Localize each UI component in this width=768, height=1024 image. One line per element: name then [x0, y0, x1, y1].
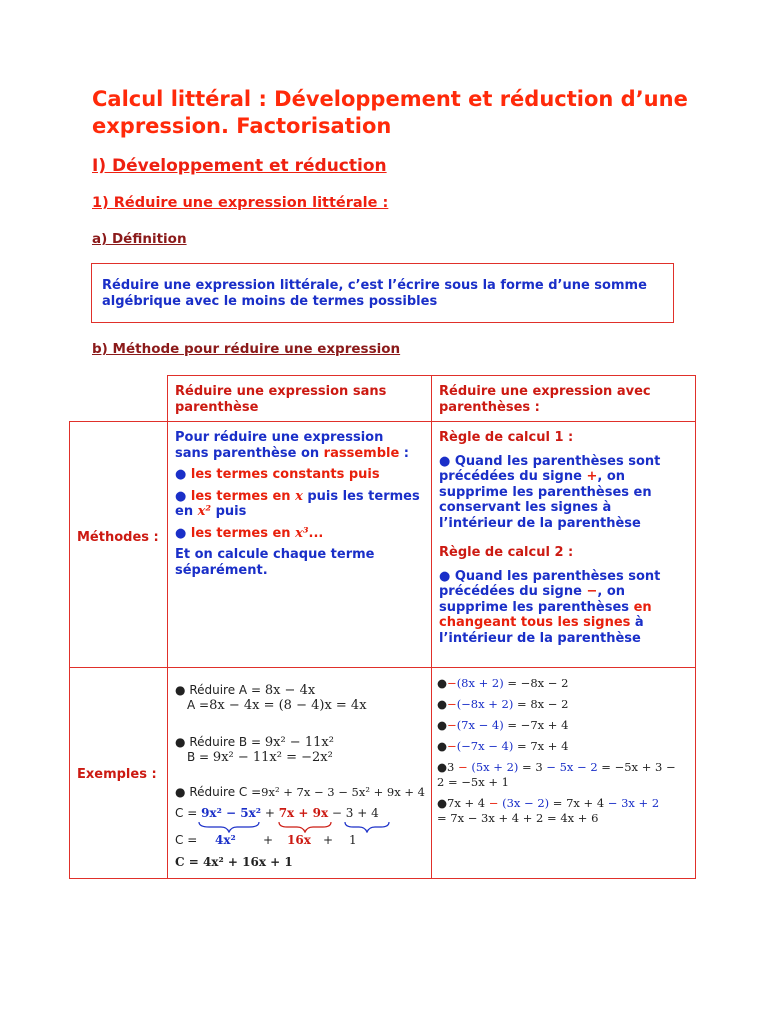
example-right-4: [437, 739, 693, 754]
example-c-line2-pre: C =: [175, 806, 202, 820]
part-heading: I) Développement et réduction: [92, 156, 387, 176]
example-c-plus: +: [261, 806, 279, 820]
example-b-label: Réduire B =: [189, 735, 265, 749]
parenthesis-expr: (5x + 2): [467, 760, 519, 774]
example-c-final: C = 4x² + 16x + 1: [175, 855, 293, 869]
bullet-icon: ●: [175, 735, 186, 749]
rule-2-title: Règle de calcul 2 :: [439, 545, 574, 560]
example-c-expr: 9x² + 7x − 3 − 5x² + 9x + 4: [261, 785, 425, 799]
example-c-group-red: 7x + 9x: [278, 806, 329, 820]
methods-bullet-2-text-b: puis les termes en: [175, 488, 420, 519]
rule-2-text-c: à l’intérieur de la parenthèse: [439, 615, 644, 646]
result-expr: = −7x + 4: [503, 718, 569, 732]
example-c-result-2: 16x: [287, 833, 311, 847]
row-label-methods: Méthodes :: [77, 530, 159, 545]
example-a-label: Réduire A =: [189, 683, 265, 697]
grouping-braces: [197, 821, 397, 833]
table-border-right: [695, 375, 696, 879]
example-c-result-1: 4x²: [215, 833, 236, 847]
parenthesis-expr: (3x − 2): [498, 796, 550, 810]
bullet-icon: ●: [439, 568, 451, 584]
example-b-line2: [175, 750, 425, 765]
methods-bullet-2-text-c: puis: [211, 504, 247, 519]
bullet-icon: ●: [175, 488, 187, 504]
methods-intro-text: Pour réduire une expression sans parenthèse on: [175, 430, 384, 461]
examples-left-cell: [175, 683, 425, 870]
brace-group-2: [279, 822, 331, 832]
rule-2-text-a: Quand les parenthèses sont précédées du signe: [439, 568, 661, 599]
methods-bullet-2: [175, 489, 420, 520]
bullet-icon: ●: [175, 467, 187, 482]
rule-2-text: [439, 569, 689, 647]
example-a-expr: 8x − 4x: [264, 683, 316, 698]
table-border-header: [69, 421, 696, 422]
example-c-rest: − 3 + 4: [328, 806, 379, 820]
example-c-group-blue: 9x² − 5x²: [201, 806, 261, 820]
rule-2-sign: −: [586, 584, 598, 599]
bullet-icon: ●: [439, 453, 451, 469]
methods-bullet-3-x3: x³: [295, 525, 309, 541]
minus-sign: −: [488, 796, 499, 810]
example-c-line3-pre: C =: [175, 833, 198, 847]
rule-1-sign: +: [586, 469, 598, 484]
example-right-5: [437, 760, 693, 775]
rule-1-text-b: , on supprime les parenthèses en conservant les signes à l’intérieur de la parenthèse: [439, 469, 652, 531]
section-b-heading: b) Méthode pour réduire une expression: [92, 341, 401, 357]
methods-outro: Et on calcule chaque terme séparément.: [175, 547, 375, 578]
table-border-left: [69, 421, 70, 879]
minus-sign: −: [447, 718, 457, 732]
result-expr: = 7x + 4: [513, 739, 569, 753]
minus-sign: −: [447, 739, 457, 753]
example-right-5-line2: 2 = −5x + 1: [437, 775, 509, 789]
example-a-line1: [175, 683, 425, 698]
example-b-line1: [175, 735, 425, 750]
minus-sign: −: [447, 676, 457, 690]
result-expr: = −8x − 2: [503, 676, 569, 690]
methods-bullet-3: [175, 526, 420, 542]
result-expr: = 8x − 2: [513, 697, 569, 711]
bullet-icon: ●: [437, 739, 448, 753]
example-c-plus-3: +: [323, 833, 334, 847]
rule-2-text-b: , on supprime les parenthèses: [439, 584, 634, 615]
examples-right-cell: [437, 676, 693, 826]
bullet-icon: ●: [175, 525, 187, 541]
example-right-3: [437, 718, 693, 733]
rule-1-text: [439, 454, 689, 532]
example-a-line2: [175, 698, 425, 713]
example-right-6: [437, 796, 693, 811]
row-label-examples: Exemples :: [77, 767, 157, 782]
methods-bullet-2-text-a: les termes en: [190, 488, 296, 504]
rule-2-text-red: en changeant tous les signes: [439, 599, 652, 630]
parenthesis-expr: (−7x − 4): [456, 739, 514, 753]
middle-expr: = 7x + 4: [549, 796, 608, 810]
rule-1-title: Règle de calcul 1 :: [439, 430, 574, 445]
bullet-icon: ●: [437, 796, 448, 810]
middle-expr: = 3: [518, 760, 547, 774]
table-border-col1: [167, 375, 168, 879]
brace-group-1: [199, 822, 259, 832]
methods-right-cell: [439, 430, 689, 646]
example-c-line1: [175, 785, 425, 800]
bullet-icon: ●: [437, 676, 448, 690]
methods-left-cell: [175, 430, 420, 578]
result-expr: = −5x + 3 −: [597, 760, 676, 774]
definition-text: Réduire une expression littérale, c’est l’écrire sous la forme d’une somme algébrique avec le moins de termes possibles: [102, 278, 647, 309]
methods-bullet-1: [175, 467, 420, 483]
example-right-2: [437, 697, 693, 712]
methods-bullet-1-text: les termes constants puis: [190, 467, 380, 482]
example-b-line2-pre: B =: [187, 750, 213, 764]
methods-bullet-3-text-b: ...: [308, 525, 324, 541]
methods-bullet-2-x: x: [295, 488, 303, 504]
bullet-icon: ●: [437, 760, 448, 774]
example-c-line3: [175, 833, 425, 851]
example-a-line2-pre: A =: [187, 698, 210, 712]
bullet-icon: ●: [175, 683, 186, 697]
example-c-plus-2: +: [263, 833, 274, 847]
example-right-6-line2: = 7x − 3x + 4 + 2 = 4x + 6: [437, 811, 599, 825]
page-title: Calcul littéral : Développement et réduction d’une expression. Factorisation: [92, 87, 688, 138]
changed-signs-expr: − 5x − 2: [546, 760, 598, 774]
methods-bullet-2-x2: x²: [197, 504, 212, 519]
column-header-with-parentheses: Réduire une expression avec parenthèses :: [439, 384, 651, 415]
table-border-bottom: [69, 878, 696, 879]
definition-box: [91, 263, 674, 323]
table-border-col2: [431, 375, 432, 879]
bullet-icon: ●: [437, 718, 448, 732]
table-border-row: [69, 667, 696, 668]
parenthesis-expr: (−8x + 2): [456, 697, 514, 711]
methods-intro-colon: :: [399, 445, 410, 461]
example-b-expr: 9x² − 11x²: [264, 735, 334, 750]
section-a-heading: a) Définition: [92, 231, 187, 247]
minus-sign: −: [447, 697, 457, 711]
brace-group-3: [345, 822, 389, 832]
prefix-expr: 3: [447, 760, 459, 774]
minus-sign: −: [458, 760, 468, 774]
column-header-without-parentheses: Réduire une expression sans parenthèse: [175, 384, 387, 415]
bullet-icon: ●: [175, 785, 186, 799]
example-c-line2: [175, 806, 425, 821]
example-c-result-3: 1: [349, 833, 357, 847]
methods-bullet-3-text-a: les termes en: [190, 525, 296, 541]
methods-intro-rassemble: rassemble: [323, 445, 400, 461]
sub-heading: 1) Réduire une expression littérale :: [92, 195, 389, 211]
example-b-line2-expr: 9x² − 11x² = −2x²: [212, 750, 333, 765]
parenthesis-expr: (8x + 2): [456, 676, 504, 690]
example-right-1: [437, 676, 693, 691]
rule-1-text-a: Quand les parenthèses sont précédées du signe: [439, 453, 661, 484]
example-c-label: Réduire C =: [189, 785, 262, 799]
methods-intro: [175, 430, 420, 461]
changed-signs-expr: − 3x + 2: [607, 796, 660, 810]
parenthesis-expr: (7x − 4): [456, 718, 504, 732]
bullet-icon: ●: [437, 697, 448, 711]
example-a-line2-expr: 8x − 4x = (8 − 4)x = 4x: [209, 698, 367, 713]
prefix-expr: 7x + 4: [447, 796, 489, 810]
